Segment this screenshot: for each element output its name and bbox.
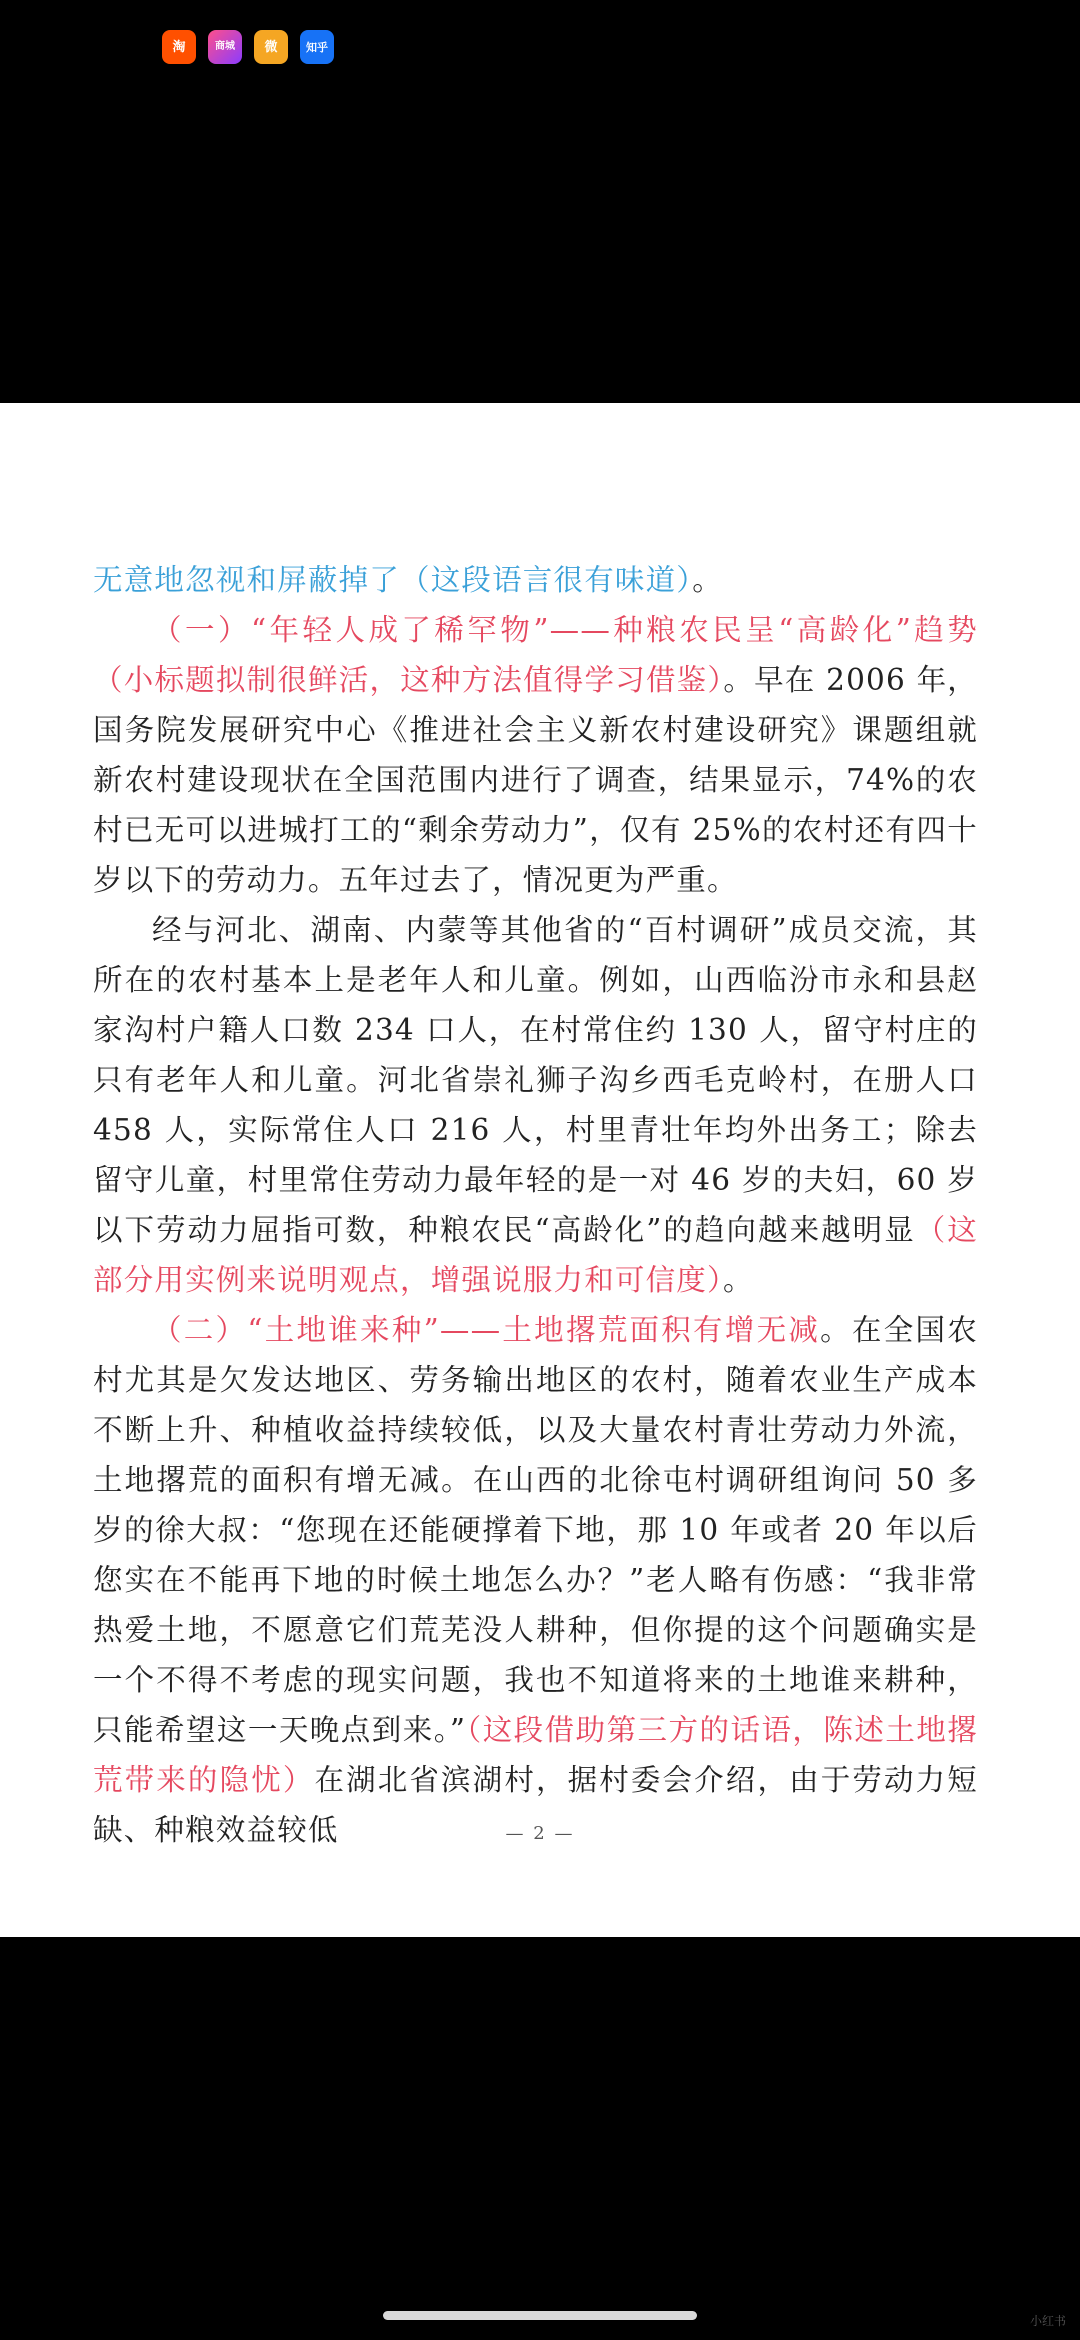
section-heading-1: （一）“年轻人成了稀罕物”——种粮农民呈“高龄化”趋势（小标题拟制很鲜活，这种方法值得学习借鉴） — [93, 613, 978, 697]
paragraph-3-body: 经与河北、湖南、内蒙等其他省的“百村调研”成员交流，其所在的农村基本上是老年人和儿童。例如，山西临汾市永和县赵家沟村户籍人口数 234 口人，在村常住约 130 人，留守村庄的只有老年人和儿童。河北省崇礼狮子沟乡西毛克岭村，在册人口 458 人，实际常住人口 216 人，村里青壮年均外出务工；除去留守儿童，村里常住劳动力最年轻的是一对 46 岁的夫妇，60 岁以下劳动力屈指可数，种粮农民“高龄化”的趋向越来越明显 — [93, 913, 978, 1247]
annotation-note: （这部分用实例来说明观点，增强说服力和可信度） — [93, 1213, 978, 1297]
paragraph-4-body-cont: 在湖北省滨湖村，据村委会介绍，由于劳动力短缺、种粮效益较低 — [93, 1763, 978, 1847]
annotation-note: （这段借助第三方的话语，陈述土地撂荒带来的隐忧） — [93, 1713, 978, 1797]
paragraph-2 — [93, 605, 978, 905]
paragraph-3: 经与河北、湖南、内蒙等其他省的“百村调研”成员交流，其所在的农村基本上是老年人和儿童。例如，山西临汾市永和县赵家沟村户籍人口数 234 口人，在村常住约 130 人，留守村庄的只有老年人和儿童。河北省崇礼狮子沟乡西毛克岭村，在册人口 458 人，实际常住人口 216 人，村里青壮年均外出务工；除去留守儿童，村里常住劳动力最年轻的是一对 46 岁的夫妇，60 岁以下劳动力屈指可数，种粮农民“高龄化”的趋向越来越明显（这部分用实例来说明观点，增强说服力和可信度）。 — [93, 913, 978, 1297]
zhihu-app-icon[interactable]: 知乎 — [300, 30, 334, 64]
bottom-black-area — [0, 1937, 1080, 2340]
taobao-app-icon[interactable]: 淘 — [162, 30, 196, 64]
paragraph-2-body: 。早在 2006 年，国务院发展研究中心《推进社会主义新农村建设研究》课题组就新农村建设现状在全国范围内进行了调查，结果显示，74%的农村已无可以进城打工的“剩余劳动力”，仅有 25%的农村还有四十岁以下的劳动力。五年过去了，情况更为严重。 — [93, 663, 979, 897]
document-page — [0, 403, 1080, 1937]
paragraph-4 — [93, 1305, 978, 1855]
weibo-app-icon[interactable]: 微 — [254, 30, 288, 64]
document-body — [93, 555, 978, 1855]
paragraph-4-body: 。在全国农村尤其是欠发达地区、劳务输出地区的农村，随着农业生产成本不断上升、种植收益持续较低，以及大量农村青壮劳动力外流，土地撂荒的面积有增无减。在山西的北徐屯村调研组询问 50 多岁的徐大叔：“您现在还能硬撑着下地，那 10 年或者 20 年以后您实在不能再下地的时候土地怎么办？”老人略有伤感：“我非常热爱土地，不愿意它们荒芜没人耕种，但你提的这个问题确实是一个不得不考虑的现实问题，我也不知道将来的土地谁来耕种，只能希望这一天晚点到来。” — [93, 1313, 978, 1747]
home-indicator[interactable] — [383, 2311, 697, 2320]
watermark: 小红书 — [1029, 2314, 1066, 2328]
page-number: — 2 — — [505, 1823, 575, 1844]
section-heading-2: （二）“土地谁来种”——土地撂荒面积有增无减 — [152, 1313, 821, 1347]
status-bar — [0, 0, 1080, 100]
shopping-app-icon[interactable]: 商城 — [208, 30, 242, 64]
highlight-note: 无意地忽视和屏蔽掉了（这段语言很有味道） — [93, 563, 693, 597]
paragraph-1: 无意地忽视和屏蔽掉了（这段语言很有味道）。 — [93, 563, 723, 597]
